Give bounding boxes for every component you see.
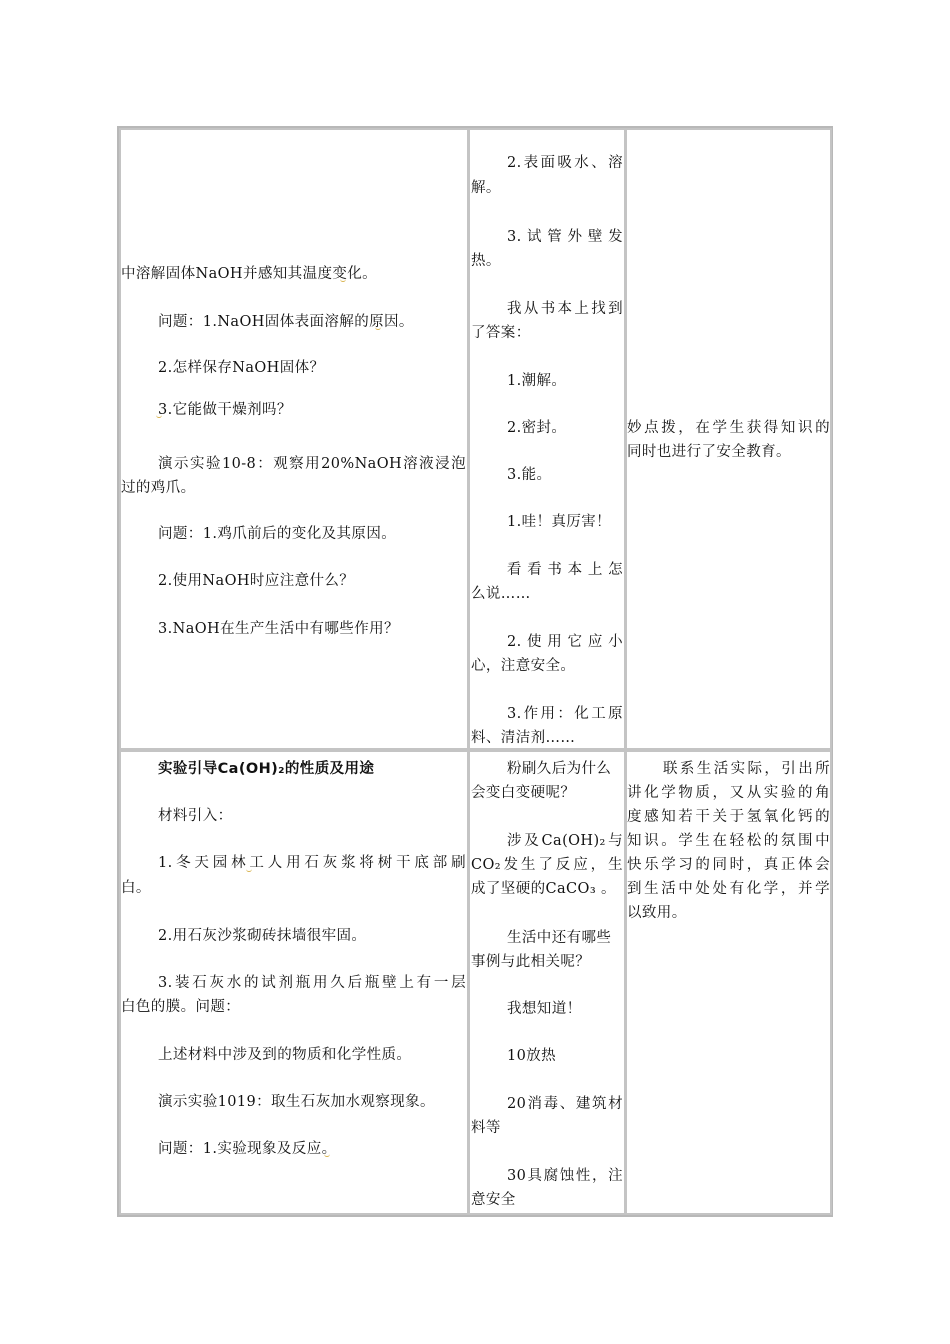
row1-teacher-activity-cell: [119, 128, 469, 750]
text-line: 20消毒、建筑材: [507, 1096, 623, 1112]
text-line: 2.密封。: [507, 420, 567, 436]
text-line: 演示实验1019：取生石灰加水观察现象。: [158, 1094, 435, 1110]
text-line: 1.潮解。: [507, 373, 567, 389]
text-line: 问题：1.NaOH固体表面溶解的原因。: [158, 314, 414, 330]
text-line: 3.它能做干燥剂吗？: [158, 402, 292, 418]
text-line: 2.用石灰沙浆砌砖抹墙很牢固。: [158, 928, 367, 944]
text-line: 2.怎样保存NaOH固体？: [158, 360, 325, 376]
text-line: 3.装石灰水的试剂瓶用久后瓶壁上有一层: [158, 975, 466, 991]
text-line: 度感知若干关于氢氧化钙的: [627, 809, 830, 825]
text-line: CO₂发生了反应，生: [471, 857, 623, 873]
text-line: 意安全: [471, 1192, 516, 1208]
text-line: 中溶解固体NaOH并感知其温度变化。: [121, 266, 378, 282]
text-line: 快乐学习的同时，真正体会: [627, 857, 830, 873]
text-line: 到生活中处处有化学，并学: [627, 881, 830, 897]
text-line: 热。: [471, 253, 501, 269]
text-line: 了答案：: [471, 325, 531, 341]
text-line: 3.能。: [507, 467, 552, 483]
text-line: 3.试管外壁发: [507, 229, 623, 245]
text-line: 材料引入：: [158, 808, 233, 824]
text-line: 料等: [471, 1120, 501, 1136]
text-line: 问题：1.鸡爪前后的变化及其原因。: [158, 526, 397, 542]
section-heading: 实验引导Ca(OH)₂的性质及用途: [158, 761, 375, 777]
text-line: 料、清洁剂……: [471, 730, 576, 746]
text-line: 同时也进行了安全教育。: [627, 444, 791, 460]
text-line: 涉及Ca(OH)₂与: [507, 833, 623, 849]
text-line: 妙点拨，在学生获得知识的: [627, 420, 830, 436]
text-line: 2.使用NaOH时应注意什么？: [158, 573, 355, 589]
text-line: 解。: [471, 180, 501, 196]
text-line: 粉刷久后为什么: [507, 761, 612, 777]
text-line: 知识。学生在轻松的氛围中: [627, 833, 830, 849]
text-line: 1.哇！真厉害！: [507, 514, 612, 530]
text-line: 30具腐蚀性，注: [507, 1168, 623, 1184]
text-line: 成了坚硬的CaCO₃ 。: [471, 881, 616, 897]
text-line: 我从书本上找到: [507, 301, 623, 317]
text-line: 演示实验10-8：观察用20%NaOH溶液浸泡: [158, 456, 466, 472]
text-line: 讲化学物质，又从实验的角: [627, 785, 830, 801]
text-line: 2.使用它应小: [507, 634, 623, 650]
text-line: 3.NaOH在生产生活中有哪些作用？: [158, 621, 399, 637]
text-line: 10放热: [507, 1048, 557, 1064]
text-line: 1.冬天园林工人用石灰浆将树干底部刷: [158, 855, 466, 871]
text-line: 我想知道！: [507, 1001, 582, 1017]
text-line: 事例与此相关呢？: [471, 954, 591, 970]
text-line: 问题：1.实验现象及反应。: [158, 1141, 337, 1157]
text-line: 以致用。: [627, 905, 687, 921]
row2-student-activity-cell: [468, 750, 626, 1215]
text-line: 看看书本上怎: [507, 562, 623, 578]
text-line: 联系生活实际，引出所: [663, 761, 830, 777]
text-line: 3.作用：化工原: [507, 706, 623, 722]
text-line: 会变白变硬呢？: [471, 785, 576, 801]
text-line: 白色的膜。问题：: [121, 999, 241, 1015]
text-line: 过的鸡爪。: [121, 480, 196, 496]
text-line: 么说……: [471, 586, 531, 602]
text-line: 白。: [121, 880, 151, 896]
text-line: 2.表面吸水、溶: [507, 155, 623, 171]
text-line: 生活中还有哪些: [507, 930, 612, 946]
text-line: 心，注意安全。: [471, 658, 576, 674]
text-line: 上述材料中涉及到的物质和化学性质。: [158, 1047, 412, 1063]
